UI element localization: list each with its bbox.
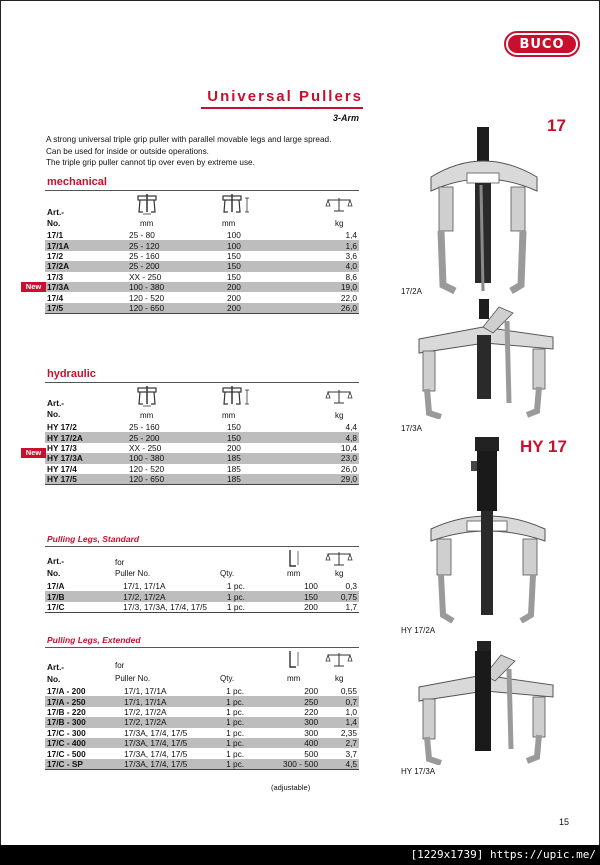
depth-cell: 185	[225, 474, 325, 485]
weight-cell: 26,0	[325, 303, 359, 314]
scale-icon	[325, 196, 353, 214]
art-cell: 17/B - 300	[45, 717, 122, 727]
weight-cell: 4,4	[345, 422, 357, 433]
spread-cell: 25 - 200	[125, 432, 225, 442]
qty-cell: 1 pc.	[226, 706, 245, 717]
length-cell: 400	[276, 738, 326, 748]
qty-cell: 1 pc.	[226, 581, 245, 592]
depth-cell: 150	[225, 261, 325, 271]
puller-no-cell: 17/3A, 17/4, 17/5	[122, 759, 224, 770]
art-cell: 17/4	[47, 292, 64, 303]
table-row	[45, 728, 359, 738]
table-row	[45, 748, 359, 758]
art-cell: 17/B	[45, 591, 121, 601]
qty-cell: 1 pc.	[224, 696, 276, 706]
leg-icon	[287, 650, 301, 670]
length-cell: 500	[304, 748, 319, 759]
depth-cell: 200	[227, 292, 241, 303]
weight-cell: 29,0	[325, 474, 359, 485]
col-header-no: No.	[47, 568, 61, 578]
depth-cell: 100	[225, 240, 325, 250]
art-cell: 17/C	[45, 602, 121, 613]
product-number-hy17: HY 17	[520, 437, 567, 456]
legs-extended-table	[45, 686, 359, 770]
art-cell: 17/3	[47, 271, 64, 282]
table-row	[45, 696, 359, 706]
image-label-17-2a: 17/2A	[401, 287, 422, 296]
weight-cell: 26,0	[340, 463, 357, 474]
page-number: 15	[559, 817, 570, 827]
spread-cell: 25 - 80	[129, 230, 155, 241]
spread-cell: 25 - 160	[129, 250, 160, 261]
col-header-puller-no: Puller No.	[115, 569, 151, 578]
col-header-kg: kg	[335, 569, 344, 578]
depth-cell: 200	[225, 303, 325, 314]
col-header-kg: kg	[335, 674, 344, 683]
weight-cell: 3,6	[345, 250, 357, 261]
length-cell: 300	[304, 727, 319, 738]
col-header-depth-mm: mm	[222, 219, 236, 228]
art-cell: 17/B - 220	[47, 706, 86, 717]
qty-cell: 1 pc.	[226, 727, 245, 738]
table-row	[45, 717, 359, 727]
spread-cell: 25 - 200	[125, 261, 225, 271]
col-header-art: Art.-	[47, 207, 65, 217]
table-row	[45, 272, 359, 282]
weight-cell: 3,7	[345, 748, 357, 759]
image-label-hy17-3a: HY 17/3A	[401, 767, 436, 776]
image-label-17-3a: 17/3A	[401, 424, 422, 433]
section-divider	[45, 382, 359, 383]
art-cell: 17/5	[45, 303, 125, 314]
table-row	[45, 453, 359, 463]
puller-no-cell: 17/2, 17/2A	[121, 591, 225, 601]
col-header-for: for	[115, 661, 125, 670]
intro-text	[46, 134, 376, 169]
page-subtitle: 3-Arm	[332, 113, 359, 123]
length-cell: 300 - 500	[276, 759, 326, 770]
section-divider	[45, 190, 359, 191]
puller-depth-icon	[219, 386, 253, 408]
table-row	[45, 759, 359, 770]
scale-icon	[325, 550, 353, 568]
table-row	[45, 443, 359, 453]
table-row	[45, 251, 359, 261]
weight-cell: 19,0	[325, 282, 359, 292]
puller-hy17-2a-image	[423, 437, 553, 623]
new-badge: New	[21, 448, 46, 458]
qty-cell: 1 pc.	[224, 717, 276, 727]
section-title-legs-standard: Pulling Legs, Standard	[47, 534, 140, 544]
length-cell: 250	[276, 696, 326, 706]
col-header-spread-mm: mm	[140, 219, 154, 228]
table-row	[45, 422, 359, 432]
weight-cell: 8,6	[345, 271, 357, 282]
puller-hy17-3a-image	[413, 641, 558, 765]
puller-no-cell: 17/1, 17/1A	[122, 696, 224, 706]
table-row	[45, 464, 359, 474]
section-divider	[45, 546, 359, 547]
weight-cell: 4,8	[325, 432, 359, 442]
table-row	[45, 230, 359, 240]
image-label-hy17-2a: HY 17/2A	[401, 626, 436, 635]
weight-cell: 10,4	[340, 442, 357, 453]
depth-cell: 200	[225, 282, 325, 292]
spread-cell: XX - 250	[129, 271, 162, 282]
weight-cell: 1,7	[326, 602, 359, 613]
depth-cell: 150	[225, 432, 325, 442]
table-row	[45, 240, 359, 250]
spread-cell: 25 - 160	[129, 422, 160, 433]
art-cell: 17/3A	[45, 282, 125, 292]
section-title-mechanical: mechanical	[47, 176, 107, 188]
depth-cell: 150	[227, 250, 241, 261]
page-title: Universal Pullers	[207, 88, 363, 105]
spread-cell: 100 - 380	[125, 282, 225, 292]
weight-cell: 0,3	[345, 581, 357, 592]
depth-cell: 185	[227, 463, 241, 474]
length-cell: 150	[278, 591, 326, 601]
table-row	[45, 591, 359, 601]
length-cell: 100	[304, 581, 318, 592]
col-header-spread-mm: mm	[140, 411, 154, 420]
col-header-art: Art.-	[47, 398, 65, 408]
puller-no-cell: 17/3, 17/3A, 17/4, 17/5	[121, 602, 225, 613]
qty-cell: 1 pc.	[225, 602, 278, 613]
table-row	[45, 432, 359, 442]
art-cell: 17/1	[47, 230, 64, 241]
table-row	[45, 707, 359, 717]
col-header-kg: kg	[335, 411, 344, 420]
puller-17-2a-image	[419, 125, 549, 297]
spread-cell: 120 - 650	[125, 303, 225, 314]
watermark-footer: [1229x1739] https://upic.me/	[0, 845, 600, 865]
weight-cell: 4,0	[325, 261, 359, 271]
depth-cell: 200	[227, 442, 241, 453]
title-underline	[201, 107, 363, 109]
section-title-hydraulic: hydraulic	[47, 368, 96, 380]
spread-cell: 120 - 520	[129, 292, 165, 303]
table-row	[45, 303, 359, 314]
hydraulic-table	[45, 422, 359, 485]
weight-cell: 2,7	[326, 738, 359, 748]
weight-cell: 1,4	[326, 717, 359, 727]
scale-icon	[325, 388, 353, 406]
weight-cell: 0,7	[326, 696, 359, 706]
depth-cell: 150	[227, 422, 241, 433]
product-number-17: 17	[547, 116, 566, 135]
weight-cell: 2,35	[340, 727, 357, 738]
art-cell: HY 17/4	[47, 463, 77, 474]
qty-cell: 1 pc.	[225, 591, 278, 601]
qty-cell: 1 pc.	[224, 738, 276, 748]
col-header-art: Art.-	[47, 556, 65, 566]
weight-cell: 23,0	[325, 453, 359, 463]
col-header-no: No.	[47, 409, 61, 419]
puller-no-cell: 17/2, 17/2A	[122, 717, 224, 727]
art-cell: HY 17/2	[47, 422, 77, 433]
puller-no-cell: 17/3A, 17/4, 17/5	[124, 727, 188, 738]
col-header-no: No.	[47, 218, 61, 228]
weight-cell: 22,0	[340, 292, 357, 303]
art-cell: 17/C - 500	[47, 748, 86, 759]
table-row	[45, 282, 359, 292]
mechanical-table	[45, 230, 359, 314]
col-header-for: for	[115, 558, 125, 567]
spread-cell: 100 - 380	[125, 453, 225, 463]
art-cell: 17/C - SP	[45, 759, 122, 770]
puller-no-cell: 17/3A, 17/4, 17/5	[122, 738, 224, 748]
section-title-legs-extended: Pulling Legs, Extended	[47, 635, 141, 645]
col-header-no: No.	[47, 674, 61, 684]
col-header-qty: Qty.	[220, 569, 235, 578]
buco-logo	[504, 31, 580, 57]
col-header-mm: mm	[287, 569, 301, 578]
length-cell: 300	[276, 717, 326, 727]
weight-cell: 1,6	[325, 240, 359, 250]
intro-line: A strong universal triple grip puller with parallel movable legs and large spread.	[46, 135, 332, 144]
intro-line: Can be used for inside or outside operations.	[46, 146, 209, 156]
col-header-art: Art.-	[47, 662, 65, 672]
art-cell: 17/C - 300	[47, 727, 86, 738]
length-cell: 220	[304, 706, 319, 717]
depth-cell: 185	[225, 453, 325, 463]
weight-cell: 0,75	[326, 591, 359, 601]
puller-no-cell: 17/1, 17/1A	[124, 686, 167, 697]
puller-spread-icon	[134, 194, 160, 216]
table-row	[45, 261, 359, 271]
col-header-depth-mm: mm	[222, 411, 236, 420]
puller-no-cell: 17/2, 17/2A	[124, 706, 167, 717]
art-cell: 17/2A	[45, 261, 125, 271]
qty-cell: 1 pc.	[224, 759, 276, 770]
art-cell: 17/1A	[45, 240, 125, 250]
art-cell: 17/A - 200	[47, 686, 86, 697]
spread-cell: 120 - 520	[129, 463, 165, 474]
length-cell: 200	[304, 686, 319, 697]
table-row	[45, 292, 359, 302]
scale-icon	[325, 651, 353, 669]
weight-cell: 1,0	[345, 706, 357, 717]
puller-no-cell: 17/1, 17/1A	[123, 581, 166, 592]
table-row	[45, 602, 359, 613]
logo-text: BUCO	[508, 35, 576, 53]
adjustable-note: (adjustable)	[271, 783, 311, 792]
qty-cell: 1 pc.	[226, 686, 245, 697]
art-cell: 17/C - 400	[45, 738, 122, 748]
puller-depth-icon	[219, 194, 253, 216]
art-cell: 17/A - 250	[45, 696, 122, 706]
art-cell: HY 17/3A	[45, 453, 125, 463]
table-row	[45, 474, 359, 485]
puller-spread-icon	[134, 386, 160, 408]
leg-icon	[287, 549, 301, 569]
table-row	[45, 581, 359, 591]
new-badge: New	[21, 282, 46, 292]
legs-standard-table	[45, 581, 359, 613]
weight-cell: 0,55	[340, 686, 357, 697]
col-header-mm: mm	[287, 674, 301, 683]
art-cell: HY 17/5	[45, 474, 125, 485]
depth-cell: 100	[227, 230, 241, 241]
col-header-kg: kg	[335, 219, 344, 228]
qty-cell: 1 pc.	[226, 748, 245, 759]
table-row	[45, 686, 359, 696]
col-header-puller-no: Puller No.	[115, 674, 151, 683]
spread-cell: 25 - 120	[125, 240, 225, 250]
art-cell: 17/2	[47, 250, 64, 261]
art-cell: HY 17/2A	[45, 432, 125, 442]
puller-no-cell: 17/3A, 17/4, 17/5	[124, 748, 188, 759]
section-divider	[45, 647, 359, 648]
weight-cell: 1,4	[345, 230, 357, 241]
art-cell: 17/A	[47, 581, 65, 592]
intro-line: The triple grip puller cannot tip over even by extreme use.	[46, 158, 255, 167]
weight-cell: 4,5	[326, 759, 359, 770]
puller-17-3a-image	[413, 299, 558, 419]
table-row	[45, 738, 359, 748]
length-cell: 200	[278, 602, 326, 613]
depth-cell: 150	[227, 271, 241, 282]
spread-cell: XX - 250	[129, 442, 162, 453]
art-cell: HY 17/3	[47, 442, 77, 453]
spread-cell: 120 - 650	[125, 474, 225, 485]
col-header-qty: Qty.	[220, 674, 235, 683]
